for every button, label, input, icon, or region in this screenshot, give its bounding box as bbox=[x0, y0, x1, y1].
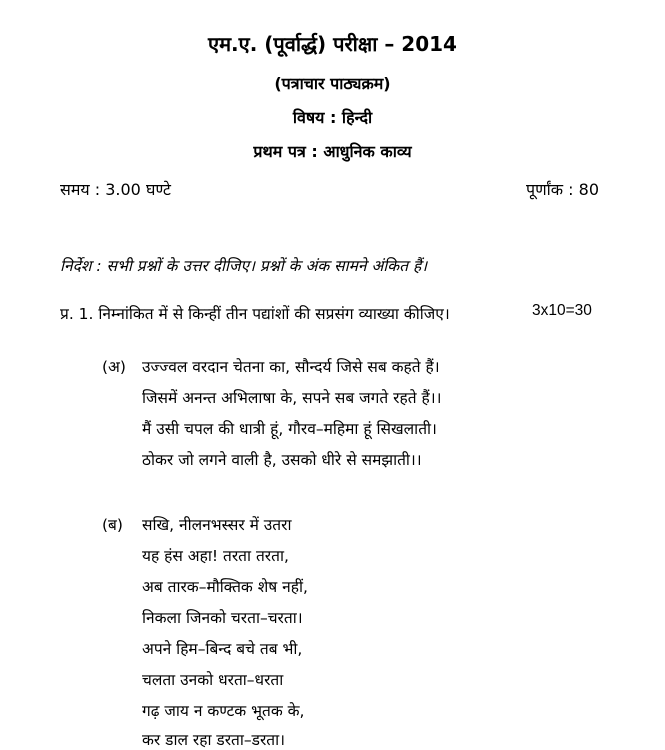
passage-b-line-6: चलता उनको धरता–धरता bbox=[142, 671, 284, 689]
passage-a-line-4: ठोकर जो लगने वाली है, उसको धीरे से समझाती।। bbox=[142, 451, 422, 469]
time-allowed: समय : 3.00 घण्टे bbox=[60, 180, 171, 199]
passage-b-label: (ब) bbox=[102, 516, 123, 534]
passage-b-line-1: सखि, नीलनभस्सर में उतरा bbox=[142, 516, 292, 534]
exam-title: एम.ए. (पूर्वार्द्ध) परीक्षा – 2014 bbox=[208, 32, 457, 56]
passage-b-line-2: यह हंस अहा! तरता तरता, bbox=[142, 547, 289, 565]
passage-a-line-1: उज्ज्वल वरदान चेतना का, सौन्दर्य जिसे सब कहते हैं। bbox=[142, 358, 440, 376]
question-1-text: प्र. 1. निम्नांकित में से किन्हीं तीन पद्यांशों की सप्रसंग व्याख्या कीजिए। bbox=[60, 305, 450, 323]
passage-b-line-3: अब तारक–मौक्तिक शेष नहीं, bbox=[142, 578, 308, 596]
subject-line: विषय : हिन्दी bbox=[292, 108, 373, 127]
passage-a-label: (अ) bbox=[102, 358, 126, 376]
passage-a-line-3: मैं उसी चपल की धात्री हूं, गौरव–महिमा हूं सिखलाती। bbox=[142, 420, 437, 438]
instructions: निर्देश : सभी प्रश्नों के उत्तर दीजिए। प्रश्नों के अंक सामने अंकित हैं। bbox=[60, 257, 428, 275]
passage-a-line-2: जिसमें अनन्त अभिलाषा के, सपने सब जगते रहते हैं।। bbox=[142, 389, 442, 407]
passage-b-line-8: कर डाल रहा डरता–डरता। bbox=[142, 731, 286, 749]
passage-b-line-7: गढ़ जाय न कण्टक भूतक के, bbox=[142, 702, 305, 720]
passage-b-line-5: अपने हिम–बिन्द बचे तब भी, bbox=[142, 640, 303, 658]
course-type: (पत्राचार पाठ्यक्रम) bbox=[274, 74, 391, 93]
passage-b-line-4: निकला जिनको चरता–चरता। bbox=[142, 609, 303, 627]
maximum-marks: पूर्णांक : 80 bbox=[525, 180, 599, 199]
paper-line: प्रथम पत्र : आधुनिक काव्य bbox=[253, 142, 412, 161]
question-1-marks: 3x10=30 bbox=[532, 302, 592, 319]
